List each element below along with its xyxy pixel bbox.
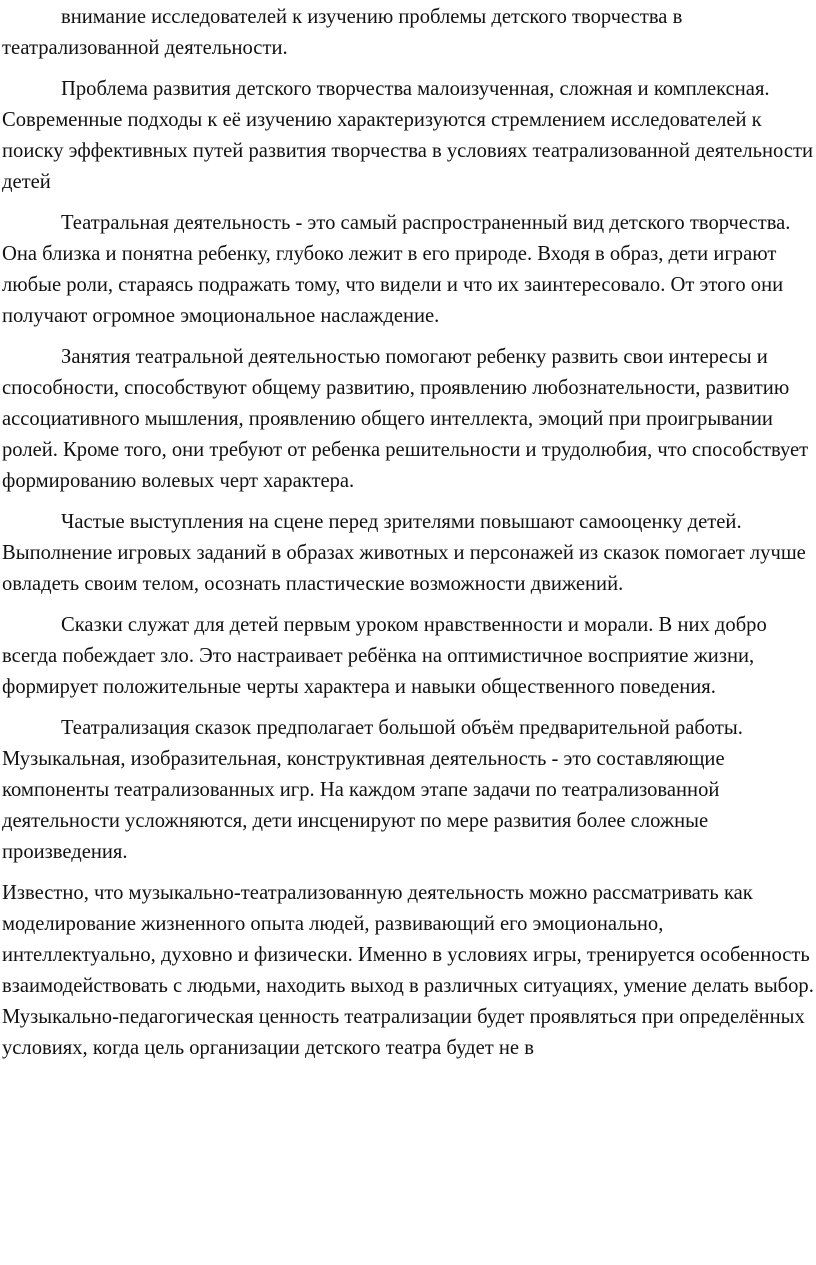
paragraph-6: Сказки служат для детей первым уроком нравственности и морали. В них добро всегда побеждает зло. Это настраивает ребёнка на оптимистичное восприятие жизни, формирует положительные черты характера и навыки общественного поведения.	[2, 614, 767, 698]
paragraph-9: Известно, что музыкально-театрализованную деятельность можно рассматривать как моделирование жизненного опыта людей, развивающий его эмоционально, интеллектуально, духовно и физически. Именно в условиях игры, тренируется особенность взаимодействовать с людьми, находить выход в различных ситуациях, умение делать выбор. Музыкально-педагогическая ценность театрализации будет проявляться при определённых условиях, когда цель организации детского театра будет не в	[2, 882, 814, 1059]
paragraph-7: Театрализация сказок предполагает большой объём предварительной работы.	[61, 717, 743, 739]
paragraph-3: Театральная деятельность - это самый распространенный вид детского творчества. Она близка и понятна ребенку, глубоко лежит в его природе. Входя в образ, дети играют любые роли, стараясь подражать тому, что видели и что их заинтересовало. От этого они получают огромное эмоциональное наслаждение.	[2, 212, 791, 327]
paragraph-1: внимание исследователей к изучению проблемы детского творчества в театрализованной деятельности.	[2, 6, 683, 59]
paragraph-5: Частые выступления на сцене перед зрителями повышают самооценку детей. Выполнение игровых заданий в образах животных и персонажей из сказок помогает лучше овладеть своим телом, осознать пластические возможности движений.	[2, 511, 806, 595]
paragraph-8: Музыкальная, изобразительная, конструктивная деятельность - это составляющие компоненты театрализованных игр. На каждом этапе задачи по театрализованной деятельности усложняются, дети инсценируют по мере развития более сложные произведения.	[2, 748, 725, 863]
paragraph-2: Проблема развития детского творчества малоизученная, сложная и комплексная. Современные подходы к её изучению характеризуются стремлением исследователей к поиску эффективных путей развития творчества в условиях театрализованной деятельности детей	[2, 78, 813, 193]
paragraph-4: Занятия театральной деятельностью помогают ребенку развить свои интересы и способности, способствуют общему развитию, проявлению любознательности, развитию ассоциативного мышления, проявлению общего интеллекта, эмоций при проигрывании ролей. Кроме того, они требуют от ребенка решительности и трудолюбия, что способствует формированию волевых черт характера.	[2, 346, 809, 492]
